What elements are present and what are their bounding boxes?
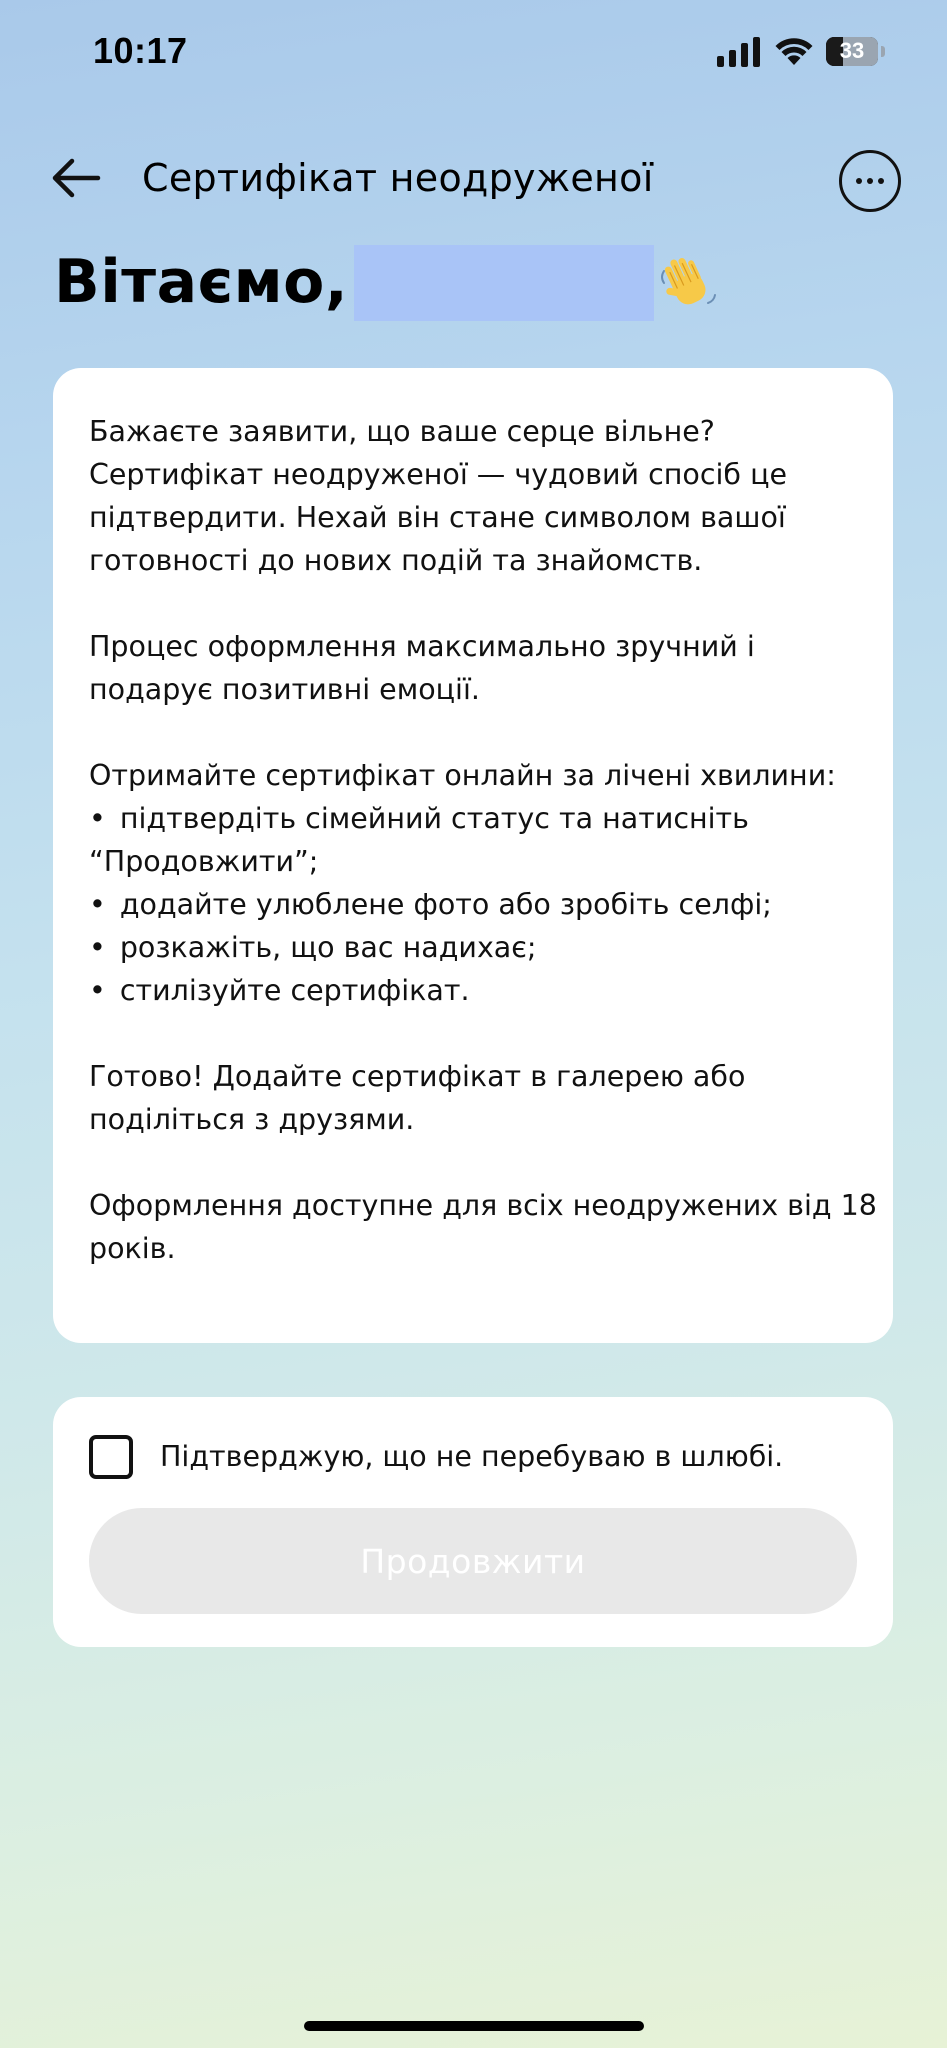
status-bar [0, 0, 947, 110]
confirm-label[interactable]: Підтверджую, що не перебуваю в шлюбі. [160, 1440, 784, 1473]
confirm-card [53, 1397, 893, 1647]
greeting-text: Вітаємо, [54, 247, 349, 317]
steps-list [89, 797, 879, 1012]
continue-button[interactable]: Продовжити [89, 1508, 857, 1614]
more-options-button[interactable] [839, 150, 901, 212]
user-name-redacted [354, 245, 654, 321]
step-item: • додайте улюблене фото або зробіть селфі; [89, 883, 879, 926]
cellular-signal-icon [717, 37, 761, 67]
battery-icon [826, 37, 878, 66]
more-dots-icon [856, 178, 862, 184]
waving-hand-icon [658, 253, 718, 313]
info-paragraph: Бажаєте заявити, що ваше серце вільне? Сертифікат неодруженої — чудовий спосіб це підтвердити. Нехай він стане символом вашої готовності до нових подій та знайомств. [89, 415, 787, 577]
info-paragraph: Оформлення доступне для всіх неодружених від 18 років. [89, 1189, 877, 1265]
home-indicator[interactable] [304, 2021, 644, 2031]
status-time: 10:17 [93, 30, 188, 71]
step-item: • підтвердіть сімейний статус та натисніть “Продовжити”; [89, 797, 879, 883]
info-content [89, 410, 879, 1270]
battery-level: 33 [839, 38, 865, 63]
info-paragraph: Готово! Додайте сертифікат в галерею або поділіться з друзями. [89, 1060, 746, 1136]
info-card [53, 368, 893, 1343]
back-arrow-icon[interactable] [48, 150, 104, 206]
confirm-checkbox[interactable] [89, 1435, 133, 1479]
step-item: • розкажіть, що вас надихає; [89, 926, 879, 969]
info-paragraph: Отримайте сертифікат онлайн за лічені хвилини: [89, 759, 836, 792]
battery-nub [881, 46, 885, 57]
greeting [54, 245, 718, 320]
wifi-icon [773, 34, 815, 66]
info-paragraph: Процес оформлення максимально зручний і подарує позитивні емоції. [89, 630, 755, 706]
more-dot [878, 178, 884, 184]
more-dot [867, 178, 873, 184]
step-item: • стилізуйте сертифікат. [89, 969, 879, 1012]
page-title: Сертифікат неодруженої [142, 156, 654, 200]
